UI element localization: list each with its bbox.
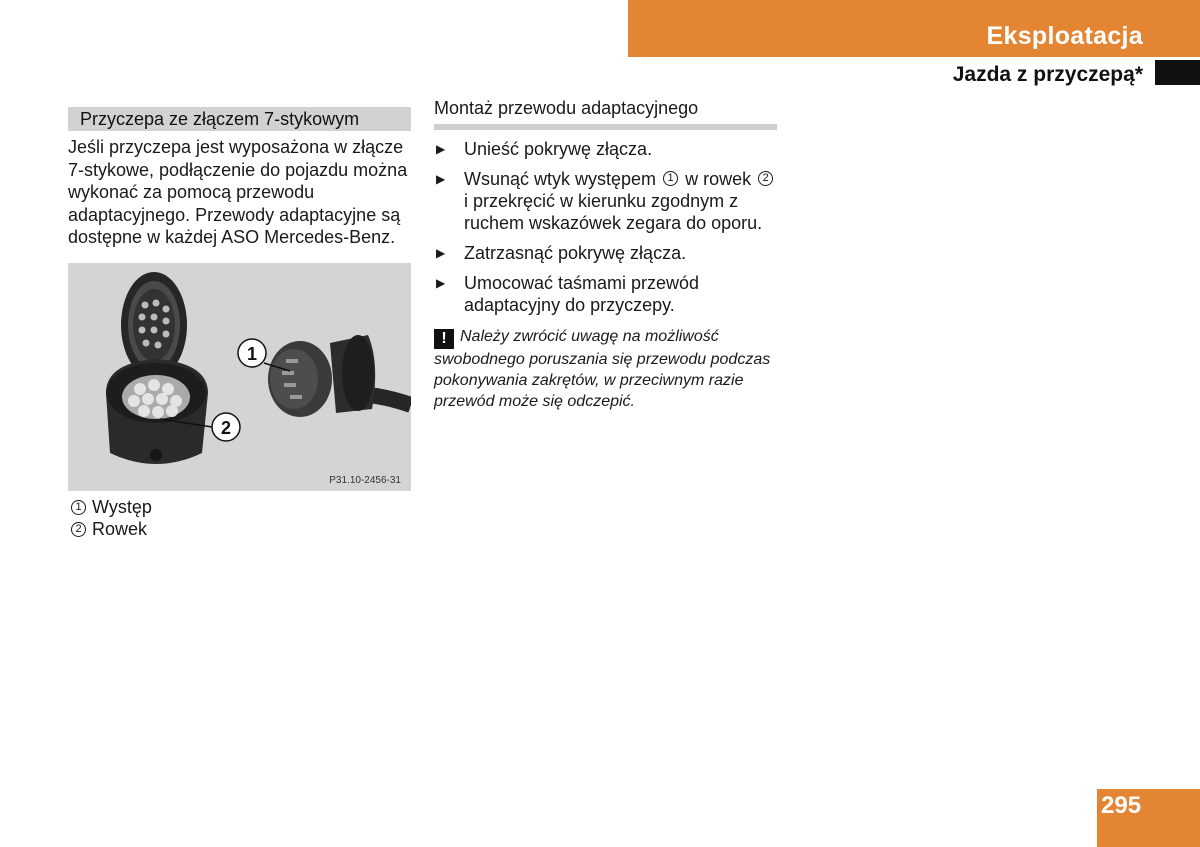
step-text: Zatrzasnąć pokrywę złącza.: [464, 243, 687, 263]
legend-label: Rowek: [92, 519, 148, 539]
subchapter-title: Jazda z przyczepą*: [952, 63, 1143, 86]
procedure-step: [434, 168, 777, 234]
figure-legend: [71, 496, 152, 540]
procedure-step: [434, 138, 777, 160]
callout-2-label: 2: [220, 418, 232, 438]
procedure-heading: Montaż przewodu adaptacyjnego: [434, 98, 777, 130]
legend-number-icon: 1: [71, 500, 86, 515]
procedure-step: [434, 272, 777, 316]
legend-item: [71, 496, 152, 518]
chapter-tab-marker: [1155, 60, 1200, 85]
chapter-title: Eksploatacja: [986, 22, 1143, 50]
step-text-part: i przekręcić w kierunku zgodnym z ruchem wskazówek zegara do oporu.: [464, 191, 763, 233]
left-column: [68, 107, 411, 249]
step-text-part: w rowek: [685, 169, 752, 189]
connector-figure: [68, 263, 411, 491]
step-text-part: Wsunąć wtyk występem: [464, 169, 657, 189]
section-heading: Przyczepa ze złączem 7-stykowym: [68, 107, 411, 131]
reference-number-icon: 2: [758, 171, 773, 186]
bullet-arrow-icon: ▶: [436, 276, 446, 290]
connector-illustration: [68, 263, 411, 491]
step-text: Unieść pokrywę złącza.: [464, 139, 653, 159]
figure-code: P31.10-2456-31: [329, 475, 401, 486]
legend-label: Występ: [92, 497, 152, 517]
procedure-steps: [434, 138, 777, 316]
procedure-step: [434, 242, 777, 264]
adapter-cable: [368, 395, 411, 405]
step-text: Umocować taśmami przewód adaptacyjny do przyczepy.: [464, 273, 700, 315]
step-text: [464, 168, 777, 234]
legend-number-icon: 2: [71, 522, 86, 537]
intro-paragraph: Jeśli przyczepa jest wyposażona w złącze 7-stykowe, podłączenie do pojazdu można wykonać za pomocą przewodu adaptacyjnego. Przewody adaptacyjne są dostępne w każdej ASO Mercedes-Benz.: [68, 137, 408, 247]
page-number: 295: [1097, 789, 1200, 847]
right-column: [434, 98, 777, 412]
legend-item: [71, 518, 152, 540]
reference-number-icon: 1: [663, 171, 678, 186]
callout-1-label: 1: [246, 344, 258, 364]
warning-text: Należy zwrócić uwagę na możliwość swobodnego poruszania się przewodu podczas pokonywania zakrętów, w przeciwnym razie przewód może się odczepić.: [434, 328, 771, 410]
bullet-arrow-icon: ▶: [436, 246, 446, 260]
bullet-arrow-icon: ▶: [436, 142, 446, 156]
warning-icon: !: [434, 329, 454, 349]
warning-note: [434, 326, 777, 412]
chapter-header-bar: [628, 0, 1200, 57]
bullet-arrow-icon: ▶: [436, 172, 446, 186]
